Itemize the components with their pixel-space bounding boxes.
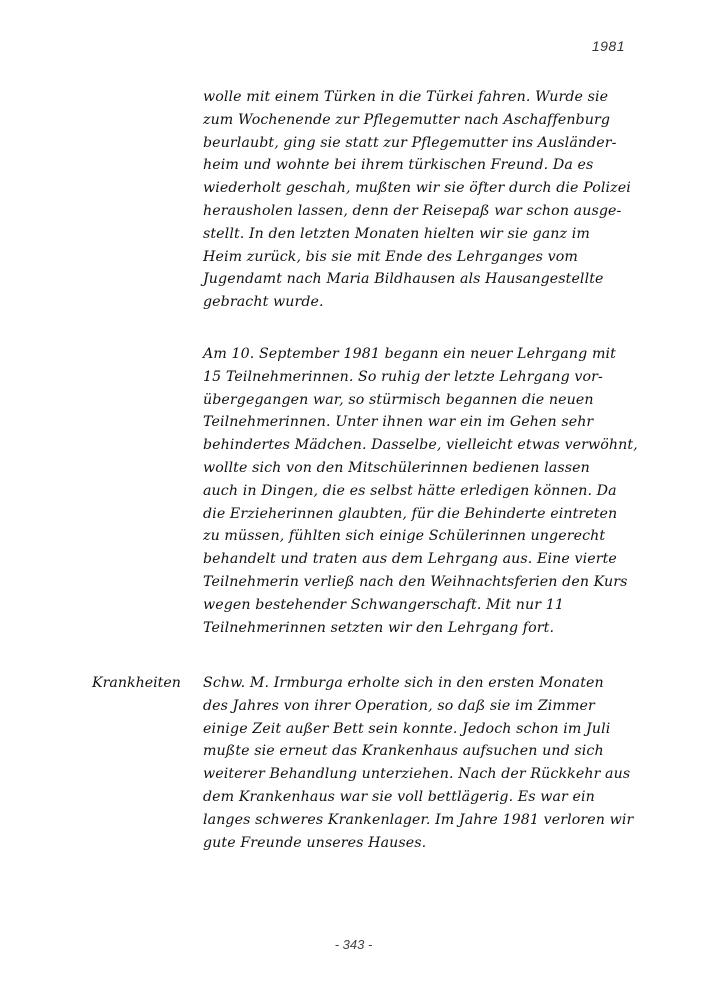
text-line: Am 10. September 1981 begann ein neuer Lehrgang mit xyxy=(203,346,616,362)
text-line: gute Freunde unseres Hauses. xyxy=(203,834,427,851)
text-line: einige Zeit außer Bett sein konnte. Jedoch schon im Juli xyxy=(203,720,611,737)
text-line: Teilnehmerinnen setzten wir den Lehrgang fort. xyxy=(203,619,555,636)
text-line: auch in Dingen, die es selbst hätte erledigen können. Da xyxy=(203,482,617,499)
page-year-header: 1981 xyxy=(591,38,625,54)
text-line: wollte sich von den Mitschülerinnen bedienen lassen xyxy=(203,459,590,476)
paragraph-new-course xyxy=(203,343,638,639)
text-line: die Erzieherinnen glaubten, für die Behinderte eintreten xyxy=(203,505,618,522)
text-line: heim und wohnte bei ihrem türkischen Freund. Da es xyxy=(203,157,594,174)
text-line: mußte sie erneut das Krankenhaus aufsuchen und sich xyxy=(203,743,604,760)
text-line: beurlaubt, ging sie statt zur Pflegemutter ins Ausländer- xyxy=(203,134,617,151)
text-line: 15 Teilnehmerinnen. So ruhig der letzte Lehrgang vor- xyxy=(203,368,603,385)
section-label-krankheiten: Krankheiten xyxy=(92,675,181,691)
text-line: zu müssen, fühlten sich einige Schülerinnen ungerecht xyxy=(203,528,606,545)
text-line: langes schweres Krankenlager. Im Jahre 1981 verloren wir xyxy=(203,811,634,828)
page-number: - 343 - xyxy=(334,937,373,952)
text-line: gebracht wurde. xyxy=(203,294,324,311)
text-line: dem Krankenhaus war sie voll bettlägerig. Es war ein xyxy=(203,788,595,805)
text-line: wolle mit einem Türken in die Türkei fahren. Wurde sie xyxy=(203,89,609,105)
text-line: herausholen lassen, denn der Reisepaß war schon ausge- xyxy=(203,202,622,219)
text-line: stellt. In den letzten Monaten hielten wir sie ganz im xyxy=(203,225,590,242)
text-line: übergegangen war, so stürmisch begannen die neuen xyxy=(203,391,594,408)
paragraph-foster-story xyxy=(203,86,633,314)
text-line: weiterer Behandlung unterziehen. Nach der Rückkehr aus xyxy=(203,766,631,783)
text-line: behindertes Mädchen. Dasselbe, vielleicht etwas verwöhnt, xyxy=(203,437,638,454)
text-line: zum Wochenende zur Pflegemutter nach Aschaffenburg xyxy=(203,111,611,128)
text-line: Teilnehmerinnen. Unter ihnen war ein im Gehen sehr xyxy=(203,414,594,431)
text-line: Jugendamt nach Maria Bildhausen als Hausangestellte xyxy=(203,271,604,288)
text-line: behandelt und traten aus dem Lehrgang aus. Eine vierte xyxy=(203,551,617,568)
text-line: wiederholt geschah, mußten wir sie öfter durch die Polizei xyxy=(203,180,631,197)
text-line: Schw. M. Irmburga erholte sich in den ersten Monaten xyxy=(203,675,604,691)
text-line: wegen bestehender Schwangerschaft. Mit nur 11 xyxy=(203,596,564,613)
text-line: Teilnehmerin verließ nach den Weihnachtsferien den Kurs xyxy=(203,573,628,590)
text-line: des Jahres von ihrer Operation, so daß sie im Zimmer xyxy=(203,697,595,714)
text-line: Heim zurück, bis sie mit Ende des Lehrganges vom xyxy=(203,248,578,265)
paragraph-illnesses xyxy=(203,672,633,854)
